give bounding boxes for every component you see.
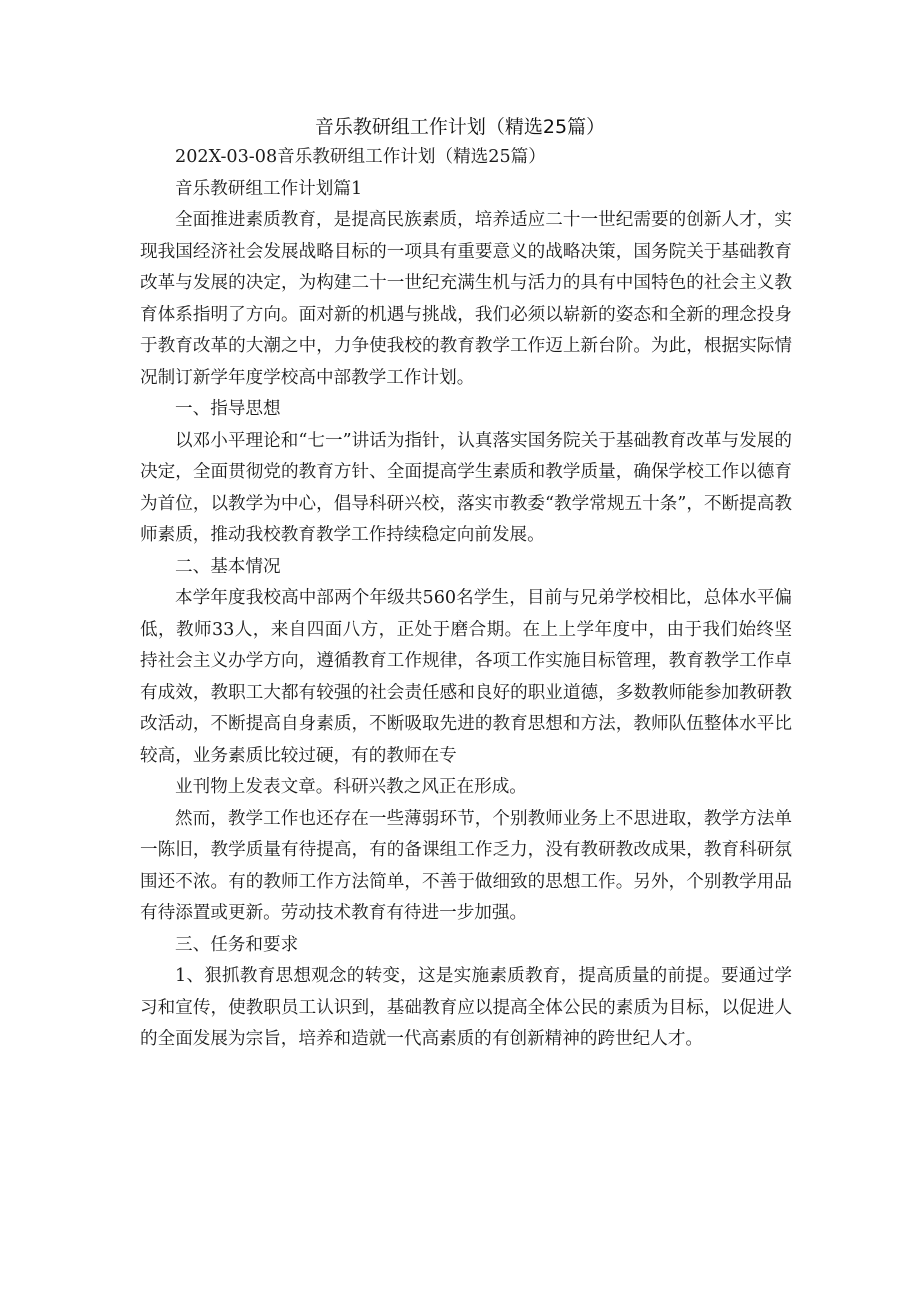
date-subtitle: 202X-03-08音乐教研组工作计划（精选25篇） <box>175 147 546 167</box>
section-heading: 一、指导思想 <box>175 399 281 419</box>
document-body <box>140 142 792 1056</box>
section-heading: 二、基本情况 <box>175 556 281 577</box>
section-heading: 三、任务和要求 <box>175 934 299 955</box>
body-paragraph: 以邓小平理论和“七一”讲话为指针，认真落实国务院关于基础教育改革与发展的决定，全面贯彻党的教育方针、全面提高学生素质和教学质量，确保学校工作以德育为首位，以教学为中心，倡导科研兴校，落实市教委“教学常规五十条”，不断提高教师素质，推动我校教育教学工作持续稳定向前发展。 <box>140 430 792 545</box>
body-paragraph: 全面推进素质教育，是提高民族素质，培养适应二十一世纪需要的创新人才，实现我国经济社会发展战略目标的一项具有重要意义的战略决策，国务院关于基础教育改革与发展的决定，为构建二十一世纪充满生机与活力的具有中国特色的社会主义教育体系指明了方向。面对新的机遇与挑战，我们必须以崭新的姿态和全新的理念投身于教育改革的大潮之中，力争使我校的教育教学工作迈上新台阶。为此，根据实际情况制订新学年度学校高中部教学工作计划。 <box>140 210 792 388</box>
body-paragraph: 1、狠抓教育思想观念的转变，这是实施素质教育，提高质量的前提。要通过学习和宣传，使教职员工认识到，基础教育应以提高全体公民的素质为目标，以促进人的全面发展为宗旨，培养和造就一代高素质的有创新精神的跨世纪人才。 <box>140 966 792 1049</box>
section-heading: 音乐教研组工作计划篇1 <box>175 178 363 199</box>
body-paragraph: 本学年度我校高中部两个年级共560名学生，目前与兄弟学校相比，总体水平偏低，教师33人，来自四面八方，正处于磨合期。在上上学年度中，由于我们始终坚持社会主义办学方向，遵循教育工作规律，各项工作实施目标管理，教育教学工作卓有成效，教职工大都有较强的社会责任感和良好的职业道德，多数教师能参加教研教改活动，不断提高自身素质，不断吸取先进的教育思想和方法，教师队伍整体水平比较高，业务素质比较过硬，有的教师在专 <box>140 588 792 766</box>
document-title: 音乐教研组工作计划（精选25篇） <box>314 116 606 138</box>
body-paragraph: 业刊物上发表文章。科研兴教之风正在形成。 <box>175 777 527 797</box>
body-paragraph: 然而，教学工作也还存在一些薄弱环节，个别教师业务上不思进取，教学方法单一陈旧，教学质量有待提高，有的备课组工作乏力，没有教研教改成果，教育科研氛围还不浓。有的教师工作方法简单，不善于做细致的思想工作。另外，个别教学用品有待添置或更新。劳动技术教育有待进一步加强。 <box>140 808 792 923</box>
